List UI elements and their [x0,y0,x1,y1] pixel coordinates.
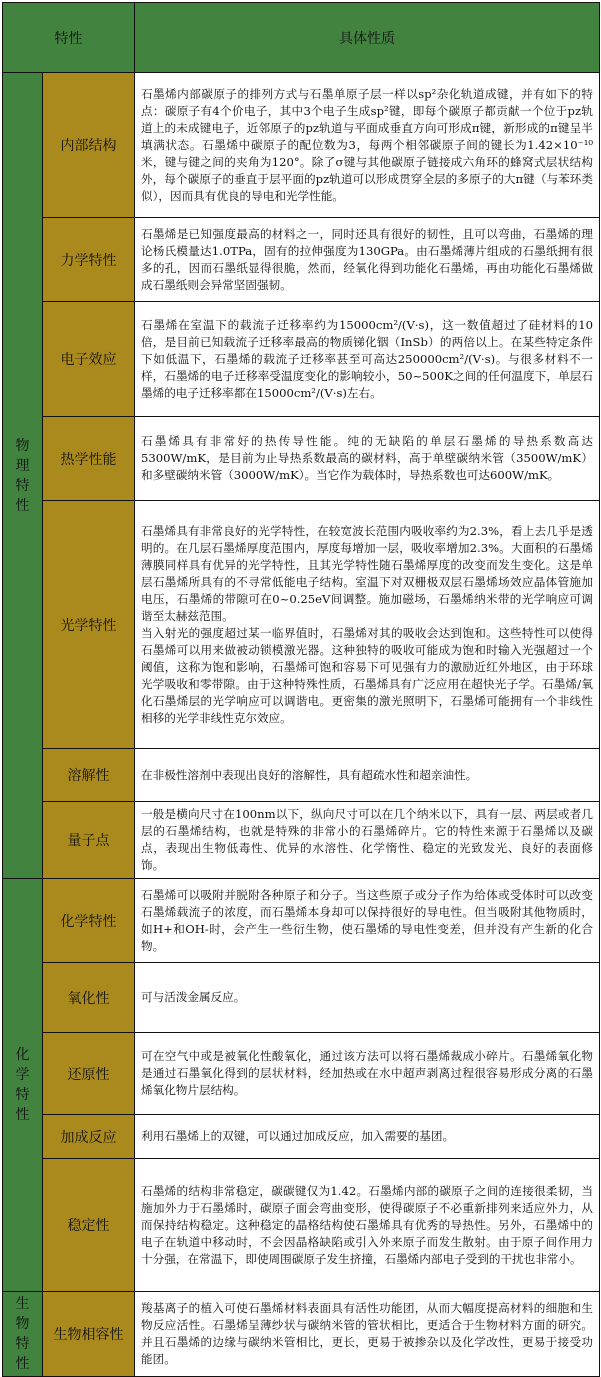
category-biological [3,1292,43,1377]
property-description: 石墨烯内部碳原子的排列方式与石墨单原子层一样以sp²杂化轨道成键，并有如下的特点：碳原子有4个价电子，其中3个电子生成sp²键，即每个碳原子都贡献一个位于pz轨道上的未成键电子，近邻原子的pz轨道与平面成垂直方向可形成π键，新形成的π键呈半填满状态。石墨烯中碳原子的配位数为3，每两个相邻碳原子间的键长为1.42×10⁻¹⁰米，键与键之间的夹角为120°。除了σ键与其他碳原子链接成六角环的蜂窝式层状结构外，每个碳原子的垂直于层平面的pz轨道可以形成贯穿全层的多原子的大π键（与苯环类似），因而具有优良的导电和光学性能。 [135,73,600,218]
table-row [3,1292,600,1377]
property-description: 一般是横向尺寸在100nm以下，纵向尺寸可以在几个纳米以下，具有一层、两层或者几层的石墨烯结构，也就是特殊的非常小的石墨烯碎片。它的特性来源于石墨烯以及碳点，表现出生物低毒性、优异的水溶性、化学惰性、稳定的光致发光、良好的表面修饰。 [135,802,600,879]
property-name: 量子点 [43,802,135,879]
header-details: 具体性质 [135,3,600,73]
property-description [135,501,600,749]
table-row [3,73,600,218]
table-header-row [3,3,600,73]
property-description: 石墨烯可以吸附并脱附各种原子和分子。当这些原子或分子作为给体或受体时可以改变石墨烯载流子的浓度，而石墨烯本身却可以保持很好的导电性。但当吸附其他物质时，如H+和OH-时，会产生一些衍生物，使石墨烯的导电性变差，但并没有产生新的化合物。 [135,879,600,963]
category-char: 性 [15,1356,30,1372]
property-name: 热学性能 [43,417,135,501]
table-row [3,879,600,963]
property-name: 稳定性 [43,1159,135,1292]
property-description: 在非极性溶剂中表现出良好的溶解性，具有超疏水性和超亲油性。 [135,749,600,802]
table-row [3,501,600,749]
property-name: 光学特性 [43,501,135,749]
property-name: 生物相容性 [43,1292,135,1377]
property-description: 石墨烯是已知强度最高的材料之一，同时还具有很好的韧性，且可以弯曲，石墨烯的理论杨氏模量达1.0TPa，固有的拉伸强度为130GPa。由石墨烯薄片组成的石墨纸拥有很多的孔，因而石墨纸显得很脆，然而，经氧化得到功能化石墨烯，再由功能化石墨烯做成石墨纸则会异常坚固强韧。 [135,218,600,302]
category-chemical [3,879,43,1292]
property-description: 可与活泼金属反应。 [135,963,600,1033]
property-description: 石墨烯的结构非常稳定，碳碳键仅为1.42。石墨烯内部的碳原子之间的连接很柔韧，当施加外力于石墨烯时，碳原子面会弯曲变形，使得碳原子不必重新排列来适应外力，从而保持结构稳定。这种稳定的晶格结构使石墨烯具有优秀的导热性。另外，石墨烯中的电子在轨道中移动时，不会因晶格缺陷或引入外来原子而发生散射。由于原子间作用力十分强，在常温下，即使周围碳原子发生挤撞，石墨烯内部电子受到的干扰也非常小。 [135,1159,600,1292]
property-name: 溶解性 [43,749,135,802]
category-char: 理 [15,457,30,474]
optics-paragraph-1: 石墨烯具有非常良好的光学特性，在较宽波长范围内吸收率约为2.3%，看上去几乎是透明的。在几层石墨烯厚度范围内，厚度每增加一层，吸收率增加2.3%。大面积的石墨烯薄膜同样具有优异的光学特性，且其光学特性随石墨烯厚度的改变而发生变化。这是单层石墨烯所具有的不寻常低能电子结构。室温下对双栅极双层石墨烯场效应晶体管施加电压，石墨烯的带隙可在0~0.25eV间调整。施加磁场，石墨烯纳米带的光学响应可调谐至太赫兹范围。 [141,523,593,623]
category-char: 生 [15,1296,30,1312]
property-name: 加成反应 [43,1115,135,1159]
table-row [3,963,600,1033]
category-char: 物 [15,1316,30,1332]
property-description: 羧基离子的植入可使石墨烯材料表面具有活性功能团，从而大幅度提高材料的细胞和生物反应活性。石墨烯呈薄纱状与碳纳米管的管状相比，更适合于生物材料方面的研究。并且石墨烯的边缘与碳纳米管相比，更长，更易于被掺杂以及化学改性，更易于接受功能团。 [135,1292,600,1377]
property-name: 氧化性 [43,963,135,1033]
category-char: 性 [15,1107,30,1123]
property-name: 内部结构 [43,73,135,218]
table-row [3,1159,600,1292]
table-row [3,417,600,501]
table-row [3,802,600,879]
category-physical [3,73,43,879]
property-name: 力学特性 [43,218,135,302]
table-row [3,1033,600,1115]
category-char: 物 [15,437,30,454]
table-row [3,749,600,802]
graphene-properties-table [2,2,600,1377]
optics-paragraph-2: 当入射光的强度超过某一临界值时，石墨烯对其的吸收会达到饱和。这些特性可以使得石墨烯可以用来做被动锁模激光器。这种独特的吸收可能成为饱和时输入光强超过一个阈值，这称为饱和影响，石墨烯可饱和容易下可见强有力的激励近红外地区，由于环球光学吸收和零带隙。由于这种特殊性质，石墨烯具有广泛应用在超快光子学。石墨烯/氧化石墨烯层的光学响应可以调谐电。更密集的激光照明下，石墨烯可能拥有一个非线性相移的光学非线性克尔效应。 [141,625,593,725]
table-row [3,1115,600,1159]
property-name: 还原性 [43,1033,135,1115]
table-row [3,218,600,302]
property-description: 石墨烯在室温下的载流子迁移率约为15000cm²/(V·s)，这一数值超过了硅材料的10倍，是目前已知载流子迁移率最高的物质锑化铟（InSb）的两倍以上。在某些特定条件下如低温下，石墨烯的载流子迁移率甚至可高达250000cm²/(V·s)。与很多材料不一样，石墨烯的电子迁移率受温度变化的影响较小，50~500K之间的任何温度下，单层石墨烯的电子迁移率都在15000cm²/(V·s)左右。 [135,302,600,417]
category-char: 特 [15,1336,30,1352]
property-name: 化学特性 [43,879,135,963]
property-description: 石墨烯具有非常好的热传导性能。纯的无缺陷的单层石墨烯的导热系数高达5300W/mK，是目前为止导热系数最高的碳材料，高于单壁碳纳米管（3500W/mK）和多壁碳纳米管（3000W/mK）。当它作为载体时，导热系数也可达600W/mK。 [135,417,600,501]
category-char: 学 [15,1067,30,1083]
category-char: 特 [15,1087,30,1103]
property-name: 电子效应 [43,302,135,417]
header-property: 特性 [3,3,135,73]
category-char: 化 [15,1047,30,1063]
table-row [3,302,600,417]
property-description: 可在空气中或是被氧化性酸氧化，通过该方法可以将石墨烯裁成小碎片。石墨烯氧化物是通过石墨氧化得到的层状材料，经加热或在水中超声剥离过程很容易形成分离的石墨烯氧化物片层结构。 [135,1033,600,1115]
property-description: 利用石墨烯上的双键，可以通过加成反应，加入需要的基团。 [135,1115,600,1159]
category-char: 特 [15,477,30,494]
category-char: 性 [15,497,30,514]
